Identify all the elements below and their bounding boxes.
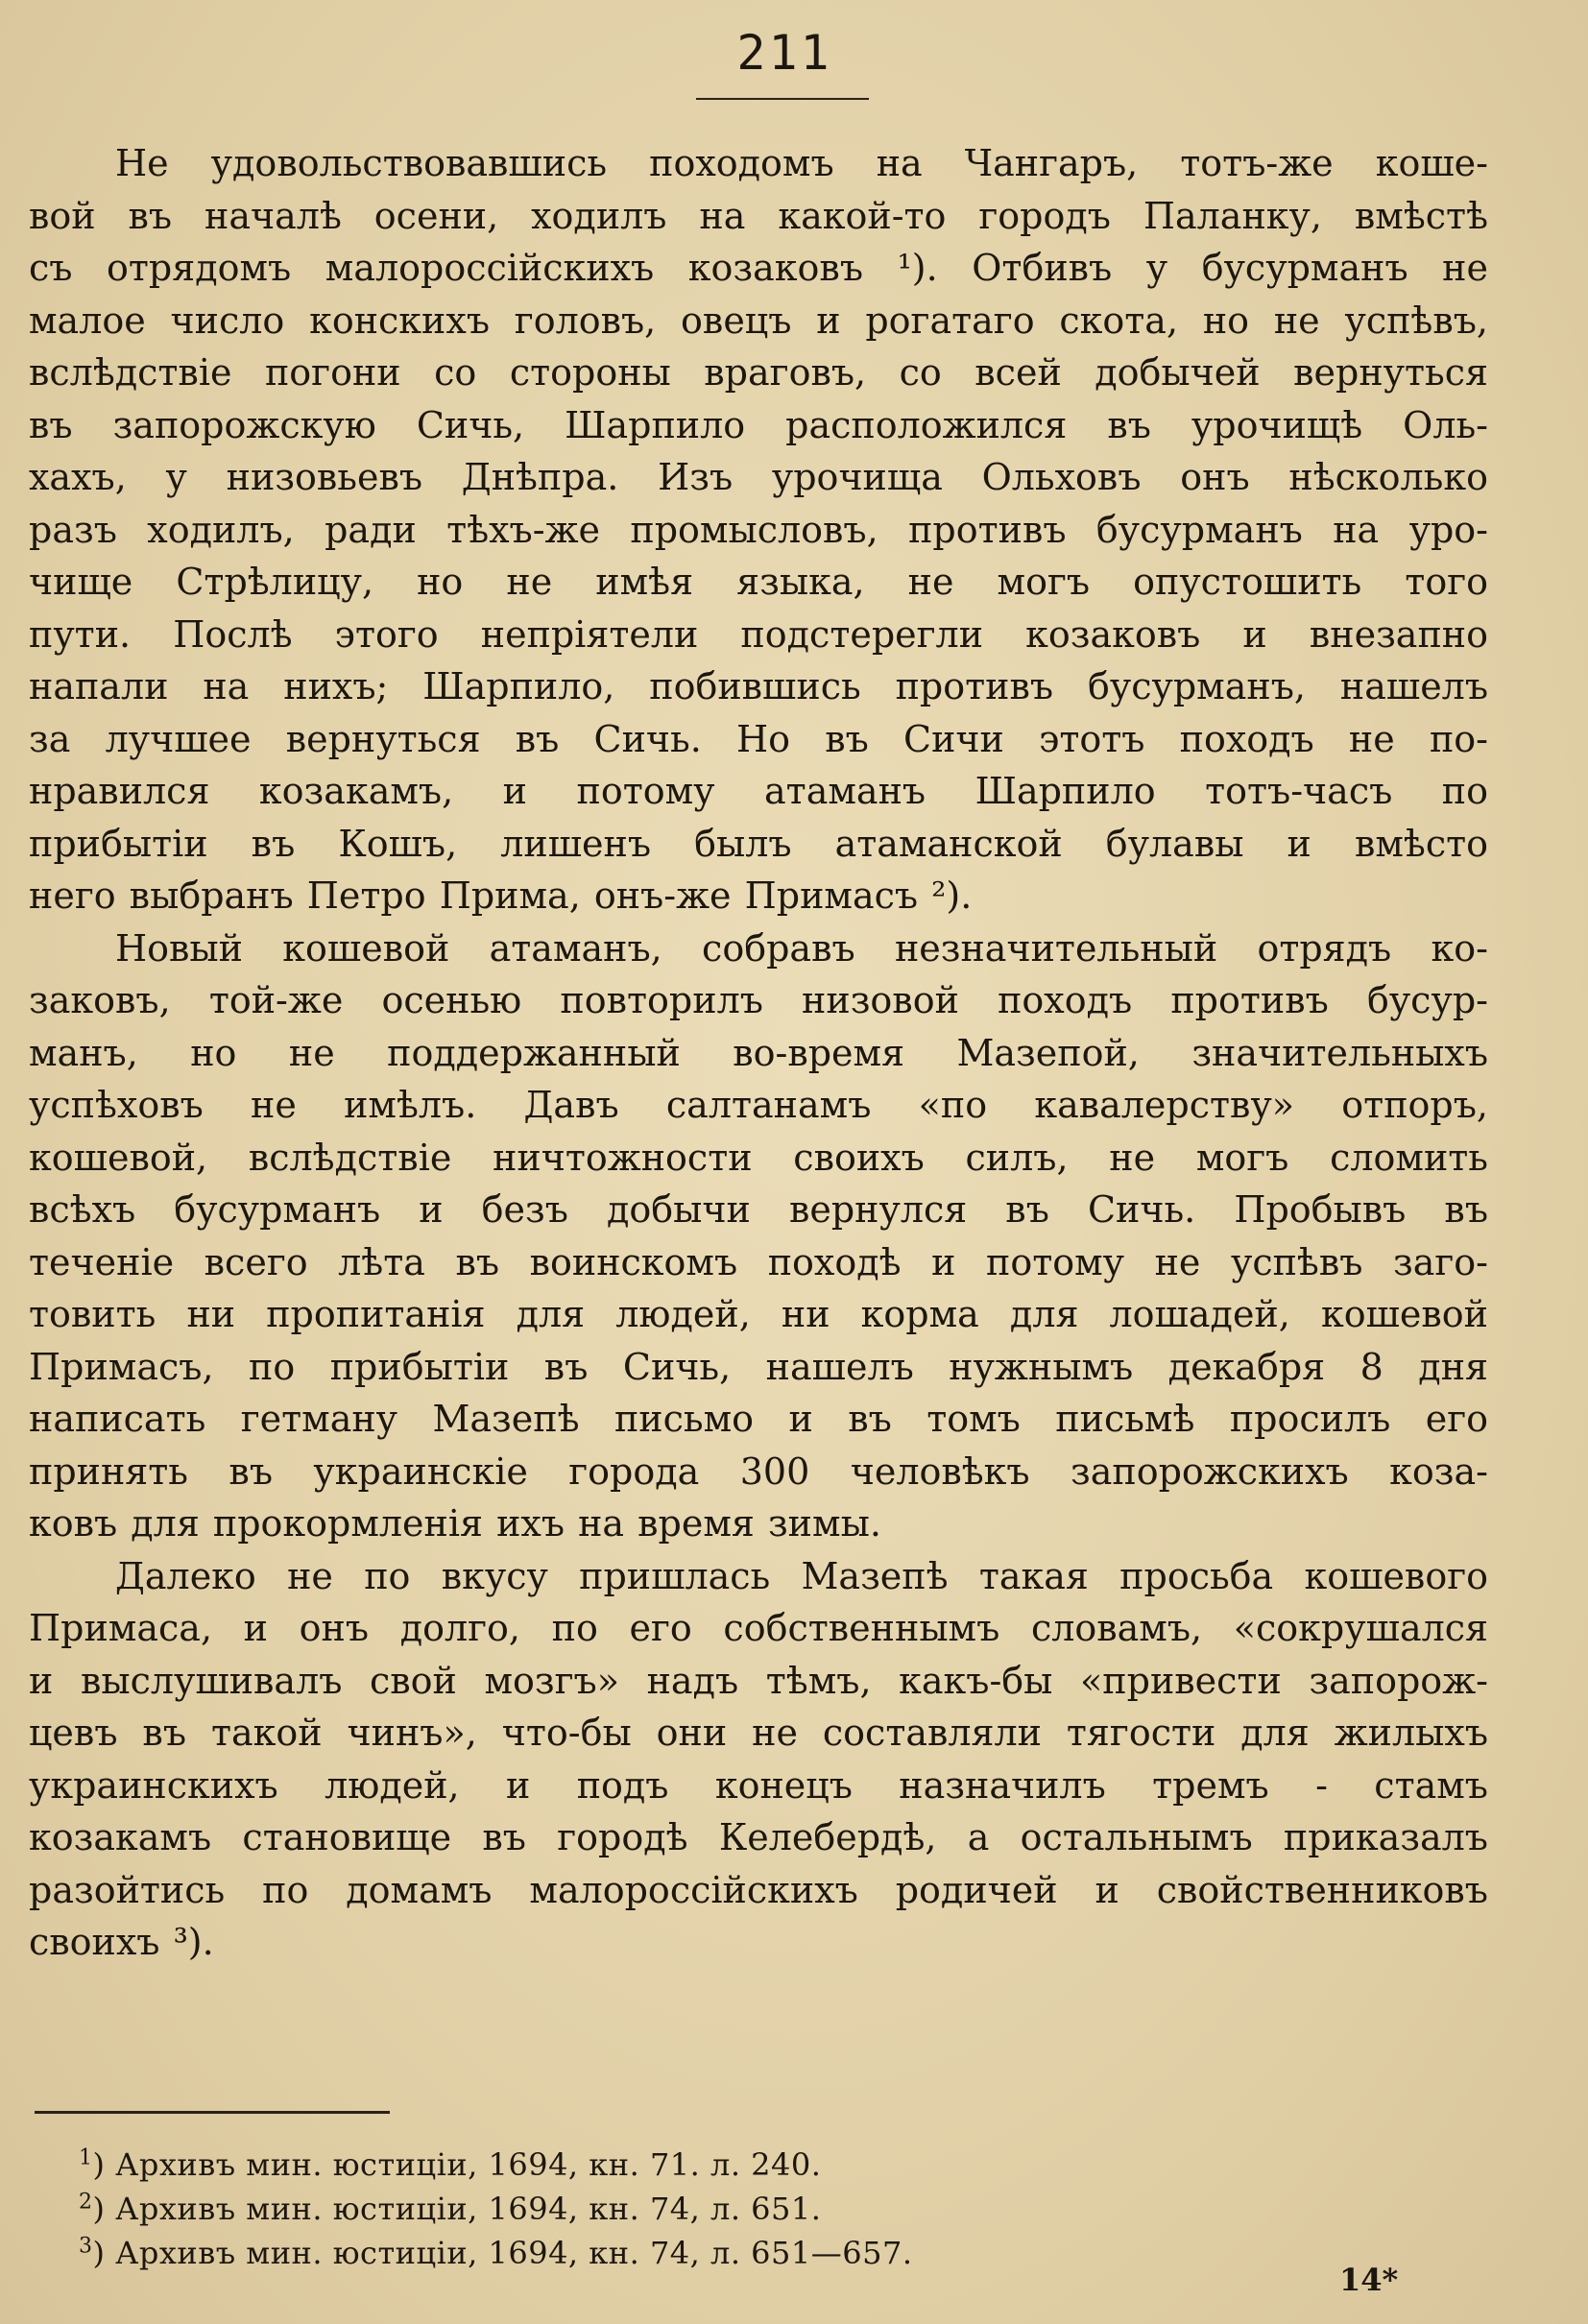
text-line: чище Стрѣлицу, но не имѣя языка, не могъ опустошить того: [29, 561, 1488, 603]
text-line: успѣховъ не имѣлъ. Давъ салтанамъ «по кавалерству» отпоръ,: [29, 1084, 1488, 1126]
header-rule: [696, 98, 869, 100]
text-line: за лучшее вернуться въ Сичь. Но въ Сичи этотъ походъ не по-: [29, 717, 1488, 760]
text-line: теченіе всего лѣта въ воинскомъ походѣ и потому не успѣвъ заго-: [29, 1240, 1488, 1283]
text-line: принять въ украинскіе города 300 человѣкъ запорожскихъ коза-: [29, 1450, 1488, 1493]
text-line: козакамъ становище въ городѣ Келебердѣ, а остальнымъ приказалъ: [29, 1816, 1488, 1858]
text-line: Новый кошевой атаманъ, собравъ незначительный отрядъ ко-: [115, 926, 1488, 970]
paragraph-1: [29, 137, 1488, 922]
text-line: Не удовольствовавшись походомъ на Чангаръ, тотъ-же коше-: [115, 142, 1488, 184]
text-line: пути. Послѣ этого непріятели подстерегли козаковъ и внезапно: [29, 612, 1488, 656]
text-line: Примасъ, по прибытіи въ Сичь, нашелъ нужнымъ декабря 8 дня: [29, 1345, 1488, 1388]
text-line: хахъ, у низовьевъ Днѣпра. Изъ урочища Ольховъ онъ нѣсколько: [29, 456, 1488, 498]
signature-mark: 14*: [1339, 2262, 1399, 2298]
text-line: Примаса, и онъ долго, по его собственнымъ словамъ, «сокрушался: [29, 1607, 1488, 1649]
text-line: заковъ, той-же осенью повторилъ низовой походъ противъ бусур-: [29, 979, 1488, 1021]
footnote-rule: [35, 2111, 390, 2114]
text-line: товить ни пропитанія для людей, ни корма для лошадей, кошевой: [29, 1293, 1488, 1335]
paragraph-3: [29, 1550, 1488, 1969]
footnote-mark: 2: [79, 2190, 93, 2215]
text-line: него выбранъ Петро Прима, онъ-же Примасъ ²).: [29, 874, 973, 917]
footnote-text: ) Архивъ мин. юстиціи, 1694, кн. 71. л. 240.: [92, 2146, 822, 2183]
footnote-text: ) Архивъ мин. юстиціи, 1694, кн. 74, л. 651.: [92, 2191, 822, 2227]
text-line: разойтись по домамъ малороссійскихъ родичей и свойственниковъ: [29, 1868, 1488, 1911]
body-text: [29, 137, 1488, 1969]
text-line: съ отрядомъ малороссійскихъ козаковъ ¹). Отбивъ у бусурманъ не: [29, 247, 1488, 289]
text-line: всѣхъ бусурманъ и безъ добычи вернулся въ Сичь. Пробывъ въ: [29, 1188, 1488, 1231]
text-line: украинскихъ людей, и подъ конецъ назначилъ тремъ - стамъ: [29, 1763, 1488, 1807]
text-line: Далеко не по вкусу пришлась Мазепѣ такая просьба кошевого: [115, 1554, 1488, 1597]
text-line: ковъ для прокормленія ихъ на время зимы.: [29, 1502, 881, 1545]
footnote-mark: 1: [79, 2145, 93, 2170]
text-line: цевъ въ такой чинъ», что-бы они не составляли тягости для жилыхъ: [29, 1712, 1488, 1754]
footnote-text: ) Архивъ мин. юстиціи, 1694, кн. 74, л. 651—657.: [92, 2235, 913, 2271]
paragraph-2: [29, 922, 1488, 1550]
footnote-mark: 3: [79, 2234, 93, 2259]
text-line: кошевой, вслѣдствіе ничтожности своихъ силъ, не могъ сломить: [29, 1136, 1488, 1179]
text-line: манъ, но не поддержанный во-время Мазепой, значительныхъ: [29, 1031, 1488, 1074]
footnote: [79, 2143, 1135, 2187]
footnote: [79, 2187, 1135, 2231]
page-number: 211: [736, 25, 832, 81]
text-line: своихъ ³).: [29, 1921, 214, 1963]
text-line: вой въ началѣ осени, ходилъ на какой-то городъ Паланку, вмѣстѣ: [29, 194, 1488, 237]
footnotes: [79, 2143, 1135, 2275]
text-line: вслѣдствіе погони со стороны враговъ, со всей добычей вернуться: [29, 351, 1488, 394]
footnote: [79, 2231, 1135, 2275]
text-line: напали на нихъ; Шарпило, побившись противъ бусурманъ, нашелъ: [29, 665, 1488, 707]
text-line: разъ ходилъ, ради тѣхъ-же промысловъ, противъ бусурманъ на уро-: [29, 508, 1488, 551]
text-line: написать гетману Мазепѣ письмо и въ томъ письмѣ просилъ его: [29, 1398, 1488, 1440]
text-line: и выслушивалъ свой мозгъ» надъ тѣмъ, какъ-бы «привести запорож-: [29, 1659, 1488, 1702]
text-line: прибытіи въ Кошъ, лишенъ былъ атаманской булавы и вмѣсто: [29, 822, 1488, 865]
text-line: нравился козакамъ, и потому атаманъ Шарпило тотъ-часъ по: [29, 770, 1488, 812]
text-line: малое число конскихъ головъ, овецъ и рогатаго скота, но не успѣвъ,: [29, 299, 1488, 342]
text-line: въ запорожскую Сичь, Шарпило расположился въ урочищѣ Оль-: [29, 403, 1488, 446]
